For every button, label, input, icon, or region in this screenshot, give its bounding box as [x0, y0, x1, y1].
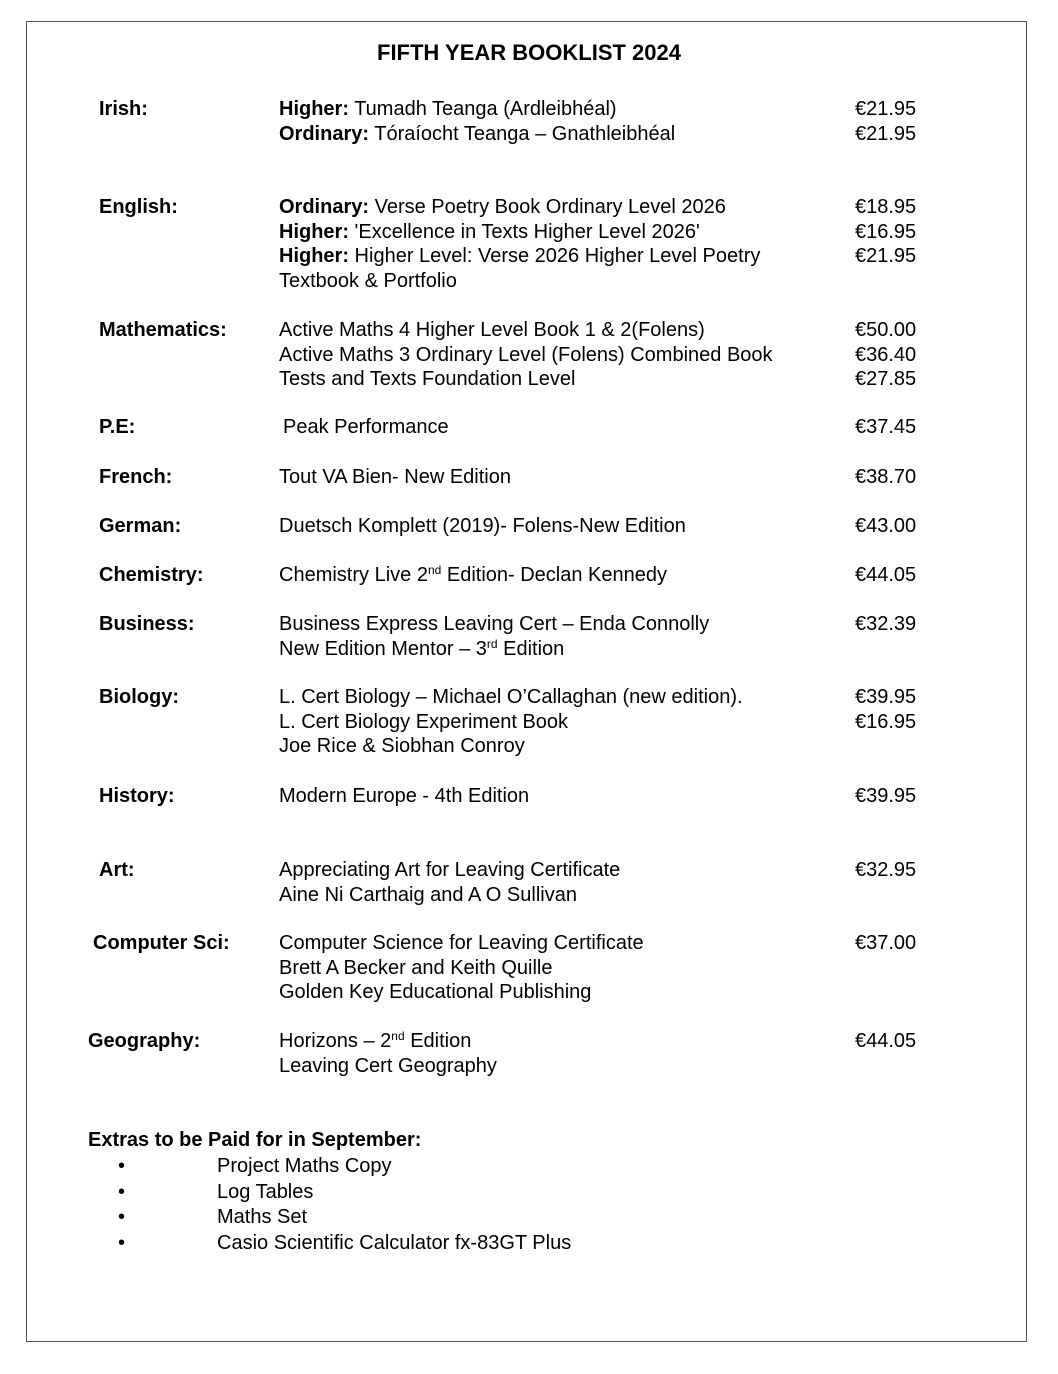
book-text: Textbook & Portfolio	[279, 270, 457, 293]
book-title	[279, 343, 773, 368]
book-title	[279, 367, 575, 392]
extras-item: Casio Scientific Calculator fx-83GT Plus	[217, 1232, 572, 1255]
level-label: Ordinary:	[279, 196, 370, 218]
book-text: Peak Performance	[283, 416, 449, 438]
book-title	[279, 514, 686, 539]
book-title	[279, 465, 511, 490]
page-title: FIFTH YEAR BOOKLIST 2024	[377, 40, 681, 65]
book-text: Active Maths 3 Ordinary Level (Folens) Combined Book	[279, 343, 773, 366]
book-title	[279, 931, 644, 956]
subject-label: German:	[99, 515, 182, 537]
subject-label: Art:	[99, 859, 135, 881]
book-text-suffix: Edition- Declan Kennedy	[441, 564, 667, 586]
book-text: L. Cert Biology – Michael O’Callaghan (new edition).	[279, 686, 743, 708]
book-title	[279, 637, 564, 662]
book-title	[283, 415, 449, 440]
book-price: €50.00	[855, 319, 917, 341]
book-price: €38.70	[855, 466, 917, 488]
subject-label: Irish:	[99, 98, 148, 120]
book-text: Higher Level: Verse 2026 Higher Level Poetry	[349, 245, 761, 268]
extras-heading: Extras to be Paid for in September:	[88, 1129, 422, 1151]
book-title	[279, 858, 620, 883]
book-text: Leaving Cert Geography	[279, 1054, 497, 1077]
book-text: Verse Poetry Book Ordinary Level 2026	[369, 196, 726, 218]
ordinal-suffix: nd	[427, 563, 442, 577]
book-text: L. Cert Biology Experiment Book	[279, 710, 569, 733]
book-title	[279, 244, 760, 269]
book-title	[279, 1029, 471, 1054]
book-price: €21.95	[855, 245, 917, 268]
book-text: Business Express Leaving Cert – Enda Connolly	[279, 613, 710, 635]
book-price: €36.40	[855, 343, 917, 366]
book-text: Active Maths 4 Higher Level Book 1 & 2(Folens)	[279, 319, 705, 341]
book-price: €21.95	[855, 122, 917, 145]
book-text: Modern Europe - 4th Edition	[279, 785, 530, 807]
book-text: 'Excellence in Texts Higher Level 2026'	[349, 220, 700, 243]
book-price: €37.45	[855, 416, 917, 438]
extras-item: Log Tables	[217, 1180, 314, 1203]
bullet-icon: •	[118, 1180, 126, 1203]
book-title	[279, 784, 529, 809]
book-title	[279, 883, 577, 908]
subject-label: History:	[99, 785, 175, 807]
book-text-suffix: Edition	[497, 637, 565, 660]
subject-label: Business:	[99, 613, 195, 635]
book-text: Horizons – 2	[279, 1030, 392, 1052]
book-price: €21.95	[855, 98, 917, 120]
book-price: €44.05	[855, 564, 917, 586]
book-price: €32.39	[855, 613, 917, 635]
book-title	[279, 685, 743, 710]
book-title	[279, 195, 726, 220]
book-price: €18.95	[855, 196, 917, 218]
subject-label: P.E:	[99, 416, 136, 438]
level-label: Higher:	[279, 98, 349, 120]
book-text: Tests and Texts Foundation Level	[279, 368, 576, 391]
subject-label: Geography:	[88, 1030, 201, 1052]
level-label: Higher:	[279, 245, 349, 268]
bullet-icon: •	[118, 1232, 126, 1255]
book-title	[279, 269, 457, 294]
ordinal-suffix: rd	[486, 636, 498, 651]
book-text: Aine Ni Carthaig and A O Sullivan	[279, 883, 577, 906]
book-title	[279, 612, 709, 637]
book-title	[279, 220, 700, 245]
book-text: Joe Rice & Siobhan Conroy	[279, 735, 525, 758]
book-title	[279, 97, 617, 122]
ordinal-suffix: nd	[391, 1029, 405, 1043]
book-text: Tóraíocht Teanga – Gnathleibhéal	[369, 122, 676, 145]
extras-item: Maths Set	[217, 1206, 308, 1229]
level-label: Higher:	[279, 220, 349, 243]
book-title	[279, 318, 705, 343]
subject-label: Biology:	[99, 686, 179, 708]
book-title	[279, 734, 525, 759]
book-text: Chemistry Live 2	[279, 564, 428, 586]
book-text: New Edition Mentor – 3	[279, 637, 487, 660]
book-price: €43.00	[855, 515, 917, 537]
extras-item: Project Maths Copy	[217, 1155, 392, 1177]
bullet-icon: •	[118, 1206, 126, 1229]
book-price: €44.05	[855, 1030, 917, 1052]
subject-label: Computer Sci:	[93, 932, 230, 954]
bullet-icon: •	[118, 1155, 126, 1177]
book-text: Computer Science for Leaving Certificate	[279, 932, 644, 954]
subject-label: English:	[99, 196, 178, 218]
book-title	[279, 710, 568, 735]
book-text: Duetsch Komplett (2019)- Folens-New Edition	[279, 515, 686, 537]
book-price: €37.00	[855, 932, 917, 954]
book-price: €16.95	[855, 710, 917, 733]
book-text: Golden Key Educational Publishing	[279, 981, 592, 1004]
book-text-suffix: Edition	[404, 1030, 472, 1052]
book-price: €32.95	[855, 859, 917, 881]
book-text: Brett A Becker and Keith Quille	[279, 956, 553, 979]
book-text: Appreciating Art for Leaving Certificate	[279, 859, 621, 881]
book-price: €39.95	[855, 686, 917, 708]
book-title	[279, 122, 675, 147]
subject-label: Mathematics:	[99, 319, 227, 341]
subject-label: French:	[99, 466, 173, 488]
book-text: Tumadh Teanga (Ardleibhéal)	[349, 98, 617, 120]
book-price: €39.95	[855, 785, 917, 807]
book-text: Tout VA Bien- New Edition	[279, 466, 511, 488]
book-price: €27.85	[855, 368, 917, 391]
subject-label: Chemistry:	[99, 564, 204, 586]
book-title	[279, 956, 553, 981]
book-title	[279, 1054, 497, 1079]
book-title	[279, 980, 591, 1005]
book-title	[279, 563, 667, 588]
level-label: Ordinary:	[279, 122, 370, 145]
book-price: €16.95	[855, 220, 917, 243]
